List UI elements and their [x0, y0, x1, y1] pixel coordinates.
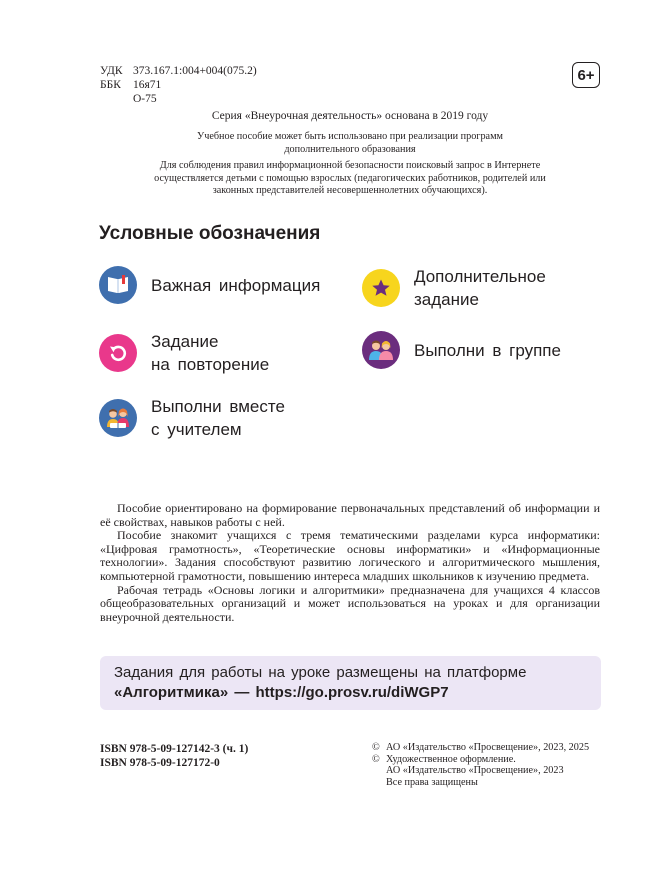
- safety-note-line: осуществляется детьми с помощью взрослых (педагогических работников, родителей или: [154, 172, 546, 184]
- bbk-value: 16я71: [133, 79, 162, 91]
- legend-item-important-info: [99, 266, 320, 304]
- legend-label: Задание: [151, 332, 219, 351]
- legend-item-group-task: [362, 331, 561, 369]
- legend-label: Дополнительное: [414, 267, 546, 286]
- udk-row: [100, 64, 257, 78]
- description-block: [100, 502, 600, 624]
- author-mark: О-75: [133, 93, 157, 105]
- platform-text: Задания для работы на уроке размещены на платформе: [114, 664, 527, 681]
- description-paragraph: Пособие знакомит учащихся с тремя тематическими разделами курса информатики: «Цифровая грамотность», «Теоретические основы информатики» и «Информационные технологии». Задания способствуют развитию логического и алгоритмического мышления, компьютерной грамотности, повышению интереса младших школьников к изучению предмета.: [100, 528, 600, 583]
- platform-url-link[interactable]: https://go.prosv.ru/diWGP7: [255, 683, 449, 701]
- legend-item-with-teacher: [99, 395, 285, 441]
- platform-info-box: [100, 656, 601, 710]
- safety-note: [100, 160, 600, 198]
- legend-label: на повторение: [151, 355, 270, 374]
- isbn-block: [100, 742, 248, 770]
- bbk-row: [100, 78, 257, 92]
- legend-title: Условные обозначения: [99, 223, 321, 244]
- bbk-label: ББК: [100, 79, 121, 91]
- copyright-design-label: Художественное оформление.: [386, 753, 516, 765]
- book-icon: [99, 266, 137, 304]
- copyright-symbol: ©: [372, 742, 380, 753]
- usage-note-line: Учебное пособие может быть использовано при реализации программ: [197, 131, 503, 142]
- legend-item-additional-task: [362, 265, 546, 311]
- description-paragraph: Пособие ориентировано на формирование первоначальных представлений об информации и её свойствах, навыков работы с ней.: [100, 501, 600, 529]
- platform-dash: —: [234, 683, 250, 701]
- group-icon: [362, 331, 400, 369]
- usage-note-line: дополнительного образования: [284, 143, 416, 155]
- safety-note-line: Для соблюдения правил информационной безопасности поисковый запрос в Интернете: [159, 160, 541, 171]
- platform-name: «Алгоритмика»: [114, 683, 229, 701]
- star-icon: [362, 269, 400, 307]
- legend-label: с учителем: [151, 420, 242, 439]
- age-rating-badge: 6+: [572, 62, 600, 88]
- legend-label: Выполни вместе: [151, 397, 285, 416]
- copyright-rights: Все права защищены: [386, 776, 478, 788]
- copyright-block: [372, 742, 589, 788]
- copyright-publisher: АО «Издательство «Просвещение», 2023, 2025: [386, 742, 590, 753]
- catalog-block: [100, 64, 257, 106]
- teacher-icon: [99, 399, 137, 437]
- description-paragraph: Рабочая тетрадь «Основы логики и алгоритмики» предназначена для учащихся 4 классов общеобразовательных организаций и может использоваться на уроках и для организации внеурочной деятельности.: [100, 582, 600, 624]
- legend-label: Важная информация: [151, 275, 321, 295]
- legend-label: Выполни в группе: [414, 340, 561, 360]
- udk-label: УДК: [100, 65, 123, 77]
- copyright-symbol: ©: [372, 753, 380, 765]
- udk-value: 373.167.1:004+004(075.2): [133, 65, 257, 77]
- series-note: Серия «Внеурочная деятельность» основана в 2019 году: [211, 110, 489, 122]
- repeat-icon: [99, 334, 137, 372]
- author-mark-row: [100, 92, 257, 106]
- legend-label: задание: [414, 290, 479, 309]
- legend-item-repeat-task: [99, 330, 269, 376]
- usage-note: [100, 131, 600, 156]
- isbn-line: ISBN 978-5-09-127142-3 (ч. 1): [100, 743, 249, 755]
- copyright-design-publisher: АО «Издательство «Просвещение», 2023: [386, 765, 564, 776]
- safety-note-line: законных представителей несовершеннолетних обучающихся).: [212, 185, 488, 196]
- isbn-line: ISBN 978-5-09-127172-0: [100, 757, 220, 769]
